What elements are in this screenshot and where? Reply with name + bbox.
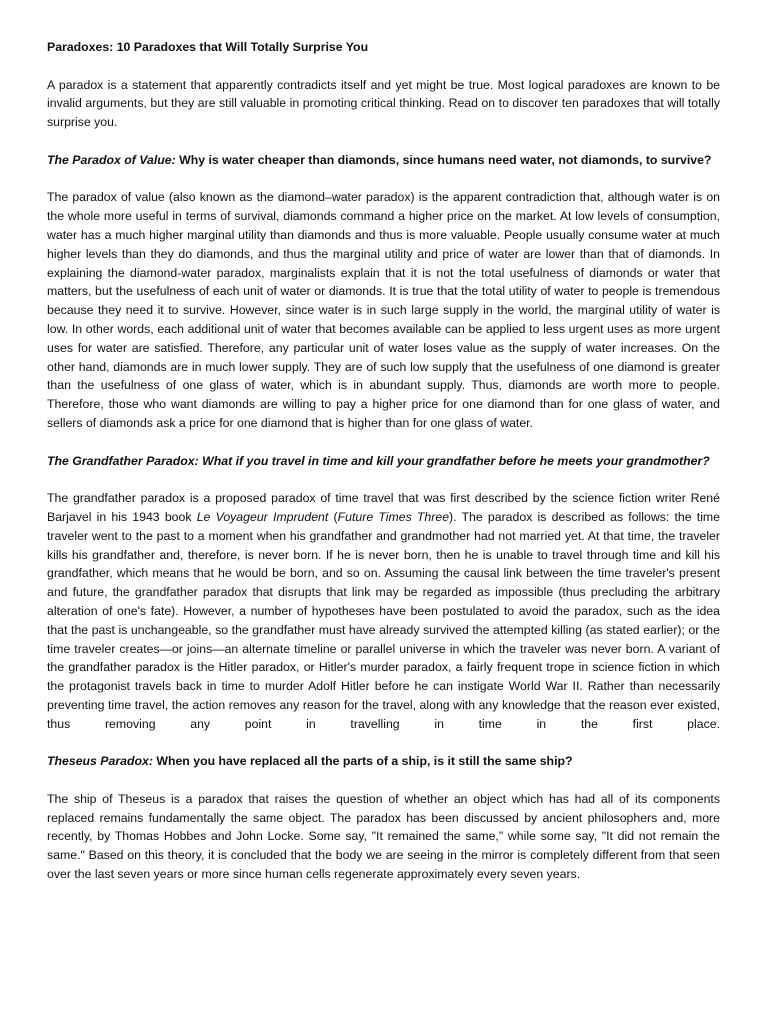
grandfather-body-part-3: ). The paradox is described as follows: the time traveler went to the past to a moment when his grandfather and grandmother had not married yet. At that time, the traveler kills his grandfather and, therefore, is never born. If he is never born, then he is unable to travel through time and kill his grandfather, which means that he would be born, and so on. Assuming the causal link between the time traveler's present and future, the grandfather paradox that disrupts that link may be regarded as impossible (thus precluding the arbitrary alteration of one's fate). However, a number of hypotheses have been postulated to avoid the paradox, such as the idea that the past is unchangeable, so the grandfather must have already survived the attempted killing (as stated earlier); or the time traveler creates—or joins—an alternate timeline or parallel universe in which the traveler was never born. A variant of the grandfather paradox is the Hitler paradox, or Hitler's murder paradox, a fairly frequent trope in science fiction in which the protagonist travels back in time to murder Adolf Hitler before he can instigate World War II. Rather than necessarily preventing time travel, the action removes any reason for the travel, along with any knowledge that the reason ever existed, thus removing any point in travelling in time in the first place. xyxy=(47,509,721,731)
paradox-of-value-name: The Paradox of Value: xyxy=(47,152,176,167)
grandfather-paradox-name: The Grandfather Paradox: xyxy=(47,453,199,468)
document-page xyxy=(47,38,720,884)
grandfather-paradox-body xyxy=(47,489,720,733)
book-translation-title: Future Times Three xyxy=(337,509,450,524)
grandfather-paradox-question: What if you travel in time and kill your grandfather before he meets your grandmother? xyxy=(198,453,710,468)
intro-paragraph: A paradox is a statement that apparently contradicts itself and yet might be true. Most logical paradoxes are known to be invalid arguments, but they are still valuable in promoting critical thinking. Read on to discover ten paradoxes that will totally surprise you. xyxy=(47,77,720,130)
theseus-paradox-body: The ship of Theseus is a paradox that raises the question of whether an object which has had all of its components replaced remains fundamentally the same object. The paradox has been discussed by ancient philosophers and, more recently, by Thomas Hobbes and John Locke. Some say, "It remained the same," while some say, "It did not remain the same." Based on this theory, it is concluded that the body we are seeing in the mirror is completely different from that seen over the last seven years or more since human cells regenerate approximately every seven years. xyxy=(47,791,720,882)
paradox-of-value-body: The paradox of value (also known as the diamond–water paradox) is the apparent contradiction that, although water is on the whole more useful in terms of survival, diamonds command a higher price on the market. At low levels of consumption, water has a much higher marginal utility than diamonds and thus is more valuable. People usually consume water at much higher levels than they do diamonds, and thus the marginal utility and price of water are lower than that of diamonds. In explaining the diamond-water paradox, marginalists explain that it is not the total usefulness of diamonds or water that matters, but the usefulness of each unit of water or diamonds. It is true that the total utility of water to people is tremendous because they need it to survive. However, since water is in such large supply in the world, the marginal utility of water is low. In other words, each additional unit of water that becomes available can be applied to less urgent uses as more urgent uses for water are satisfied. Therefore, any particular unit of water loses value as the supply of water increases. On the other hand, diamonds are in much lower supply. They are of such low supply that the usefulness of one diamond is greater than the usefulness of one glass of water, which is in abundant supply. Thus, diamonds are worth more to people. Therefore, those who want diamonds are willing to pay a higher price for one diamond than for one glass of water, and sellers of diamonds ask a price for one diamond that is higher than for one glass of water. xyxy=(47,190,720,430)
paradox-of-value-heading xyxy=(47,151,720,170)
grandfather-body-part-1: The grandfather paradox is a proposed paradox of time travel that was first described by the science fiction writer René Barjavel in his 1943 book xyxy=(47,491,720,524)
document-title: Paradoxes: 10 Paradoxes that Will Totally Surprise You xyxy=(47,40,369,54)
grandfather-paradox-heading xyxy=(47,452,720,471)
theseus-paradox-name: Theseus Paradox: xyxy=(47,754,153,769)
paradox-of-value-question: Why is water cheaper than diamonds, since humans need water, not diamonds, to survive? xyxy=(175,152,712,167)
theseus-paradox-heading xyxy=(47,752,720,771)
grandfather-body-part-2: ( xyxy=(328,509,338,524)
book-title: Le Voyageur Imprudent xyxy=(196,509,329,524)
theseus-paradox-question: When you have replaced all the parts of a ship, is it still the same ship? xyxy=(152,754,573,769)
